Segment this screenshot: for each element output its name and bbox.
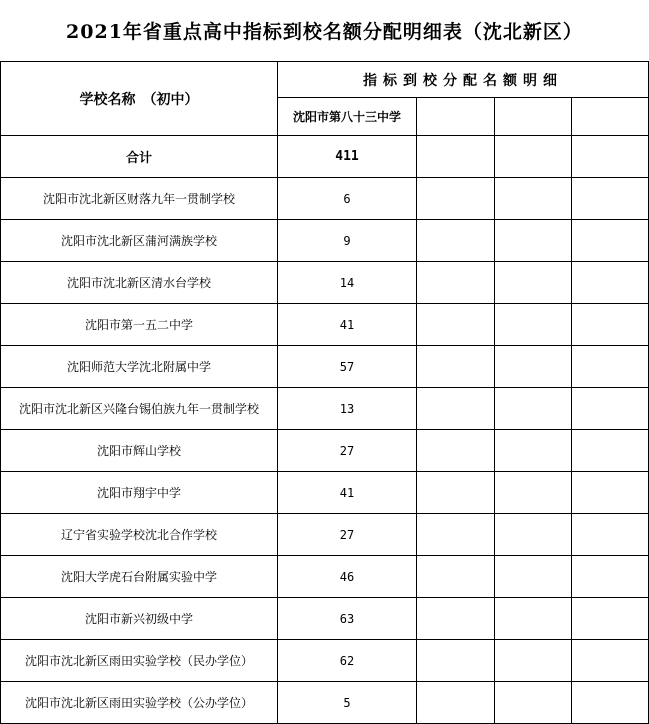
empty-cell xyxy=(417,136,495,178)
empty-cell xyxy=(572,304,649,346)
empty-cell xyxy=(417,346,495,388)
school-name: 沈阳市第一五二中学 xyxy=(1,304,278,346)
empty-cell xyxy=(572,430,649,472)
empty-cell xyxy=(495,430,572,472)
quota-value: 41 xyxy=(278,472,417,514)
quota-value: 41 xyxy=(278,304,417,346)
school-name: 沈阳市新兴初级中学 xyxy=(1,598,278,640)
empty-cell xyxy=(495,682,572,724)
empty-cell xyxy=(572,472,649,514)
school-name: 沈阳市辉山学校 xyxy=(1,430,278,472)
quota-value: 27 xyxy=(278,430,417,472)
table-row xyxy=(1,220,649,262)
empty-cell xyxy=(495,136,572,178)
empty-cell xyxy=(417,556,495,598)
total-row xyxy=(1,136,649,178)
school-name: 沈阳市沈北新区蒲河满族学校 xyxy=(1,220,278,262)
empty-cell xyxy=(572,346,649,388)
quota-value: 27 xyxy=(278,514,417,556)
empty-cell xyxy=(417,514,495,556)
header-sub-school: 沈阳市第八十三中学 xyxy=(278,98,417,136)
header-school-name: 学校名称 （初中） xyxy=(1,62,278,136)
empty-cell xyxy=(495,556,572,598)
empty-cell xyxy=(572,220,649,262)
empty-cell xyxy=(495,304,572,346)
empty-cell xyxy=(495,262,572,304)
empty-cell xyxy=(572,556,649,598)
empty-cell xyxy=(495,220,572,262)
quota-value: 57 xyxy=(278,346,417,388)
quota-value: 13 xyxy=(278,388,417,430)
empty-cell xyxy=(417,640,495,682)
empty-cell xyxy=(495,472,572,514)
empty-cell xyxy=(417,178,495,220)
empty-cell xyxy=(495,346,572,388)
empty-cell xyxy=(417,262,495,304)
table-row xyxy=(1,262,649,304)
quota-value: 5 xyxy=(278,682,417,724)
total-label: 合计 xyxy=(1,136,278,178)
quota-value: 46 xyxy=(278,556,417,598)
empty-cell xyxy=(572,262,649,304)
quota-value: 62 xyxy=(278,640,417,682)
table-row xyxy=(1,682,649,724)
table-row xyxy=(1,388,649,430)
empty-cell xyxy=(572,514,649,556)
quota-value: 63 xyxy=(278,598,417,640)
header-empty-cell xyxy=(572,98,649,136)
school-name: 辽宁省实验学校沈北合作学校 xyxy=(1,514,278,556)
table-row xyxy=(1,430,649,472)
table-row xyxy=(1,472,649,514)
school-name: 沈阳大学虎石台附属实验中学 xyxy=(1,556,278,598)
empty-cell xyxy=(417,430,495,472)
header-empty-cell xyxy=(417,98,495,136)
quota-value: 6 xyxy=(278,178,417,220)
school-name: 沈阳市沈北新区雨田实验学校（公办学位） xyxy=(1,682,278,724)
empty-cell xyxy=(495,388,572,430)
empty-cell xyxy=(572,640,649,682)
empty-cell xyxy=(417,472,495,514)
table-row xyxy=(1,178,649,220)
school-name: 沈阳市沈北新区财落九年一贯制学校 xyxy=(1,178,278,220)
school-name: 沈阳市沈北新区清水台学校 xyxy=(1,262,278,304)
empty-cell xyxy=(417,220,495,262)
header-detail: 指标到校分配名额明细 xyxy=(278,62,649,98)
allocation-table xyxy=(0,61,649,724)
empty-cell xyxy=(495,178,572,220)
table-row xyxy=(1,556,649,598)
empty-cell xyxy=(572,682,649,724)
empty-cell xyxy=(495,514,572,556)
empty-cell xyxy=(417,598,495,640)
empty-cell xyxy=(495,598,572,640)
empty-cell xyxy=(417,304,495,346)
empty-cell xyxy=(495,640,572,682)
total-value: 411 xyxy=(278,136,417,178)
empty-cell xyxy=(417,388,495,430)
table-row xyxy=(1,640,649,682)
table-row xyxy=(1,304,649,346)
school-name: 沈阳市沈北新区雨田实验学校（民办学位） xyxy=(1,640,278,682)
table-row xyxy=(1,514,649,556)
empty-cell xyxy=(572,178,649,220)
page-title: 2021年省重点高中指标到校名额分配明细表（沈北新区） xyxy=(66,21,583,43)
empty-cell xyxy=(417,682,495,724)
school-name: 沈阳市翔宇中学 xyxy=(1,472,278,514)
empty-cell xyxy=(572,598,649,640)
quota-value: 9 xyxy=(278,220,417,262)
school-name: 沈阳师范大学沈北附属中学 xyxy=(1,346,278,388)
table-row xyxy=(1,598,649,640)
header-empty-cell xyxy=(495,98,572,136)
empty-cell xyxy=(572,388,649,430)
school-name: 沈阳市沈北新区兴隆台锡伯族九年一贯制学校 xyxy=(1,388,278,430)
quota-value: 14 xyxy=(278,262,417,304)
table-row xyxy=(1,346,649,388)
empty-cell xyxy=(572,136,649,178)
